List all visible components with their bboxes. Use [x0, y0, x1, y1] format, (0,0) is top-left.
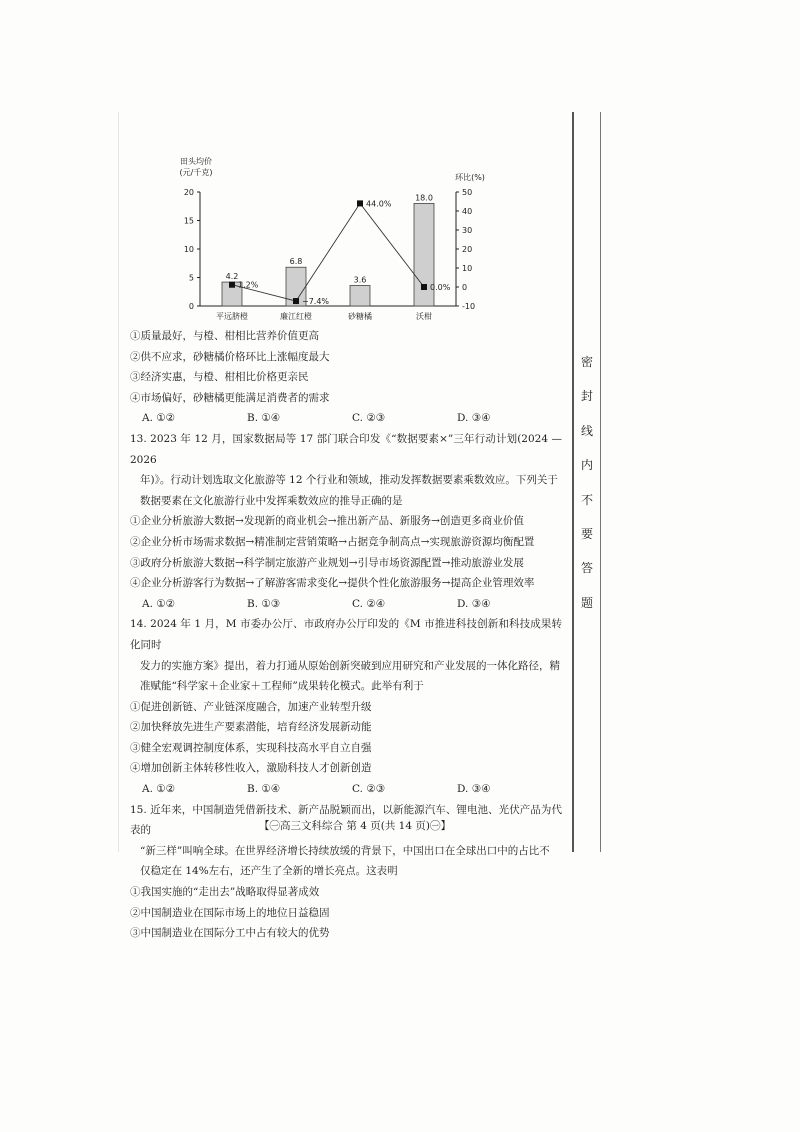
binding-line — [572, 112, 574, 852]
answer-choice: C. ②④ — [352, 597, 386, 610]
option-line: ①促进创新链、产业链深度融合，加速产业转型升级 — [130, 700, 372, 713]
answer-choice: C. ②③ — [352, 783, 386, 796]
ring-ratio-label: 44.0% — [366, 199, 392, 209]
chart-svg — [160, 157, 500, 330]
answer-choice: D. ③④ — [457, 597, 491, 610]
category-label: 沃柑 — [416, 312, 432, 321]
right-tick-label: -10 — [462, 302, 476, 311]
answer-choice: D. ③④ — [457, 783, 491, 796]
option-line: ③健全宏观调控制度体系，实现科技高水平自立自强 — [130, 741, 372, 754]
answer-choice: B. ①④ — [247, 783, 281, 796]
category-label: 廉江红橙 — [280, 312, 312, 321]
q14-options — [130, 697, 562, 779]
binding-warning — [578, 355, 596, 610]
price-chart — [160, 157, 500, 330]
q13-choices — [130, 594, 562, 615]
right-tick-label: 30 — [462, 226, 473, 235]
left-tick-label: 20 — [183, 188, 194, 197]
option-line: ④增加创新主体转移性收入，激励科技人才创新创造 — [130, 762, 372, 775]
option-line: ②企业分析市场需求数据→精准制定营销策略→占据竞争制高点→实现旅游资源均衡配置 — [130, 535, 535, 548]
q14-choices — [130, 779, 562, 800]
question-stem-line: 年)》。行动计划选取文化旅游等 12 个行业和领域，推动发挥数据要素乘数效应。下列关于 — [140, 474, 558, 487]
option-line: ②中国制造业在国际市场上的地位日益稳固 — [130, 906, 330, 919]
page-footer: 【㊀高三文科综合 第 4 页(共 14 页)㊀】 — [259, 820, 451, 832]
ring-ratio-label: 0.0% — [430, 283, 451, 292]
q14-stem — [130, 614, 562, 696]
question-stem-line: 13. 2023 年 12 月，国家数据局等 17 部门联合印发《“数据要素×”三年行动计划(2024 — 2026 — [130, 432, 562, 466]
question-stem-line: 15. 近年来，中国制造凭借新技术、新产品脱颖而出，以新能源汽车、锂电池、光伏产品为代表的 — [130, 803, 562, 837]
right-tick-label: 0 — [462, 283, 468, 292]
binding-char: 题 — [580, 595, 593, 610]
ring-ratio-label: −7.4% — [302, 297, 330, 307]
option-line: ①我国实施的“走出去”战略取得显著成效 — [130, 886, 320, 899]
option-line: ①质量最好，与橙、柑相比营养价值更高 — [130, 330, 319, 342]
questions — [130, 326, 562, 944]
answer-choice: B. ①③ — [247, 597, 281, 610]
question-stem-line: 准赋能“科学家＋企业家＋工程师”成果转化模式。此举有利于 — [140, 680, 424, 693]
answer-choice: D. ③④ — [457, 412, 491, 425]
answer-choice: B. ①④ — [247, 412, 281, 425]
q13-stem — [130, 429, 562, 511]
binding-line-inner — [600, 112, 601, 852]
binding-char: 封 — [580, 389, 593, 404]
left-axis-title: 田头均价 — [180, 157, 212, 166]
question-stem-line: 14. 2024 年 1 月，M 市委办公厅、市政府办公厅印发的《M 市推进科技创新和科技成果转化同时 — [130, 618, 562, 651]
binding-char: 内 — [580, 458, 593, 473]
answer-choice: C. ②③ — [352, 412, 386, 425]
answer-choice: A. ①② — [142, 783, 176, 796]
category-label: 平远脐橙 — [216, 312, 248, 321]
option-line: ④市场偏好，砂糖橘更能满足消费者的需求 — [130, 391, 330, 404]
option-line: ②供不应求，砂糖橘价格环比上涨幅度最大 — [130, 350, 330, 363]
bar-value-label: 18.0 — [415, 193, 433, 203]
ring-ratio-point — [229, 282, 235, 288]
binding-char: 要 — [580, 526, 593, 541]
q12-options — [130, 326, 562, 408]
left-tick-label: 15 — [183, 216, 194, 226]
right-tick-label: 20 — [462, 245, 473, 254]
q15-stem — [130, 800, 562, 882]
ring-ratio-point — [421, 284, 427, 290]
answer-choice: A. ①② — [142, 412, 176, 425]
right-axis-title: 环比(%) — [455, 173, 485, 182]
category-label: 砂糖橘 — [348, 312, 372, 321]
right-tick-label: 50 — [462, 188, 473, 197]
option-line: ③政府分析旅游大数据→科学制定旅游产业规划→引导市场资源配置→推动旅游业发展 — [130, 556, 524, 569]
ring-ratio-point — [293, 298, 299, 304]
bar-value-label: 4.2 — [225, 272, 239, 282]
option-line: ③中国制造业在国际分工中占有较大的优势 — [130, 927, 330, 940]
question-stem-line: “新三样”叫响全球。在世界经济增长持续放缓的背景下，中国出口在全球出口中的占比不 — [140, 844, 550, 857]
answer-choice: A. ①② — [142, 597, 176, 610]
ring-ratio-label: 1.2% — [238, 280, 259, 290]
binding-char: 答 — [580, 561, 593, 576]
option-line: ②加快释放先进生产要素潜能，培育经济发展新动能 — [130, 721, 372, 734]
bar — [350, 285, 370, 306]
left-tick-label: 5 — [188, 273, 194, 283]
right-tick-label: 10 — [462, 264, 473, 273]
scan-edge — [118, 112, 119, 852]
left-tick-label: 0 — [188, 302, 194, 311]
option-line: ③经济实惠，与橙、柑相比价格更亲民 — [130, 371, 309, 384]
binding-char: 不 — [580, 492, 593, 507]
ring-ratio-point — [357, 200, 363, 206]
q15-options — [130, 882, 562, 944]
right-tick-label: 40 — [462, 207, 473, 216]
binding-char: 线 — [580, 423, 593, 438]
option-line: ①企业分析旅游大数据→发现新的商业机会→推出新产品、新服务→创造更多商业价值 — [130, 515, 524, 528]
question-stem-line: 仅稳定在 14%左右，还产生了全新的增长亮点。这表明 — [140, 865, 398, 878]
binding-char: 密 — [580, 355, 593, 369]
bar-value-label: 3.6 — [353, 275, 367, 285]
question-stem-line: 数据要素在文化旅游行业中发挥乘数效应的推导正确的是 — [140, 494, 403, 507]
question-stem-line: 发力的实施方案》提出，着力打通从原始创新突破到应用研究和产业发展的一体化路径，精 — [140, 659, 560, 672]
ring-ratio-line — [232, 203, 424, 301]
option-line: ④企业分析游客行为数据→了解游客需求变化→提供个性化旅游服务→提高企业管理效率 — [130, 577, 535, 590]
left-tick-label: 10 — [183, 245, 194, 254]
q13-options — [130, 511, 562, 593]
q12-choices — [130, 408, 562, 429]
left-axis-unit: (元/千克) — [179, 168, 213, 177]
bar-value-label: 6.8 — [289, 257, 303, 267]
